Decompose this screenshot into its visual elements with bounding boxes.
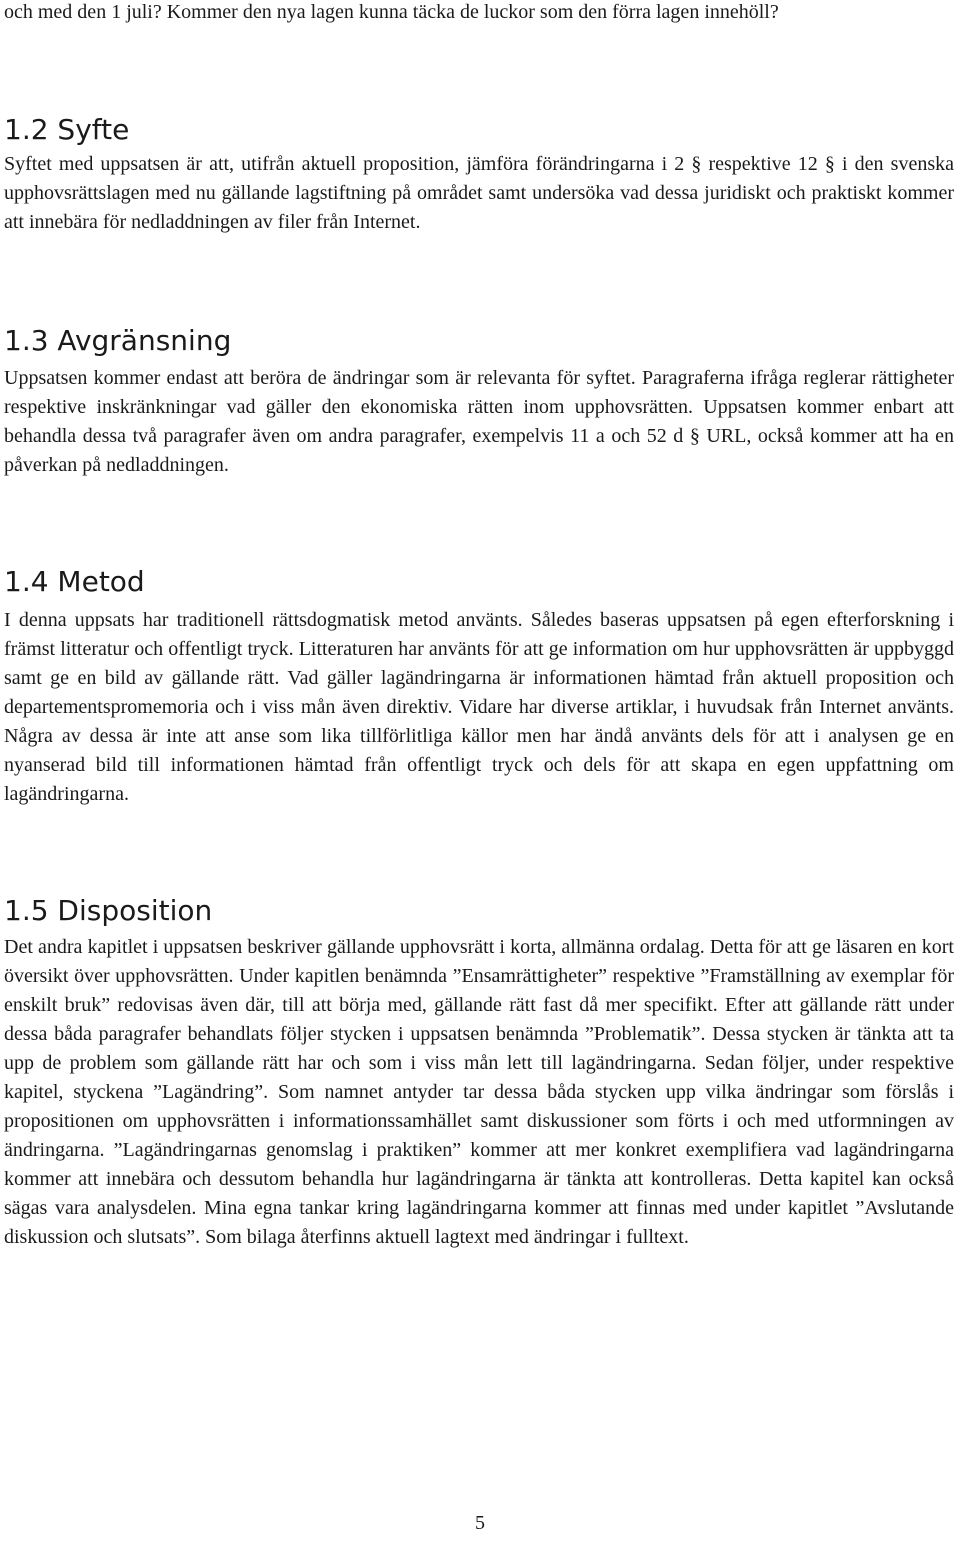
intro-paragraph: och med den 1 juli? Kommer den nya lagen kunna täcka de luckor som den förra lagen innehöll?: [4, 1, 779, 23]
paragraph-syfte: Syftet med uppsatsen är att, utifrån aktuell proposition, jämföra förändringarna i 2 § respektive 12 § i den svenska upphovsrättslagen med nu gällande lagstiftning på området samt undersöka vad dessa juridiskt och praktiskt kommer att innebära för nedladdningen av filer från Internet.: [4, 153, 954, 233]
heading-syfte: 1.2 Syfte: [4, 113, 130, 146]
page-number: 5: [475, 1512, 485, 1534]
paragraph-avgransning: Uppsatsen kommer endast att beröra de ändringar som är relevanta för syftet. Paragraferna ifråga reglerar rättigheter respektive inskränkningar vad gäller den ekonomiska rätten inom upphovsrätten. Uppsatsen kommer enbart att behandla dessa två paragrafer även om andra paragrafer, exempelvis 11 a och 52 d § URL, också kommer att ha en påverkan på nedladdningen.: [4, 367, 954, 476]
heading-disposition: 1.5 Disposition: [4, 894, 213, 927]
heading-metod: 1.4 Metod: [4, 565, 145, 598]
paragraph-metod: I denna uppsats har traditionell rättsdogmatisk metod använts. Således baseras uppsatsen på egen efterforskning i främst litteratur och offentligt tryck. Litteraturen har använts för att ge information om hur upphovsrätten är uppbyggd samt ge en bild av gällande rätt. Vad gäller lagändringarna är informationen hämtad från aktuell proposition och departementspromemoria och i viss mån även direktiv. Vidare har diverse artiklar, i huvudsak från Internet använts. Några av dessa är inte att anse som lika tillförlitliga källor men har ändå använts dels för att i analysen ge en nyanserad bild till informationen hämtad från offentligt tryck och dels för att skapa en egen uppfattning om lagändringarna.: [4, 609, 954, 805]
heading-avgransning: 1.3 Avgränsning: [4, 324, 232, 357]
paragraph-disposition: Det andra kapitlet i uppsatsen beskriver gällande upphovsrätt i korta, allmänna ordalag. Detta för att ge läsaren en kort översikt över upphovsrätten. Under kapitlen benämnda ”Ensamrättigheter” respektive ”Framställning av exemplar för enskilt bruk” redovisas även där, till att börja med, gällande rätt fast då mer specifikt. Efter att gällande rätt under dessa båda paragrafer behandlats följer stycken i uppsatsen benämnda ”Problematik”. Dessa stycken är tänkta att ta upp de problem som gällande rätt har och som i viss mån lett till lagändringarna. Sedan följer, under respektive kapitel, styckena ”Lagändring”. Som namnet antyder tar dessa båda stycken upp vilka ändringar som förslås i propositionen om upphovsrätten i informationssamhället samt diskussioner som förts i och med utformningen av ändringarna. ”Lagändringarnas genomslag i praktiken” kommer att mer konkret exemplifiera vad lagändringarna kommer att innebära och dessutom behandla hur lagändringarna är tänkta att kontrolleras. Detta kapitel kan också sägas vara analysdelen. Mina egna tankar kring lagändringarna kommer att finnas med under kapitlet ”Avslutande diskussion och slutsats”. Som bilaga återfinns aktuell lagtext med ändringar i fulltext.: [4, 936, 954, 1248]
